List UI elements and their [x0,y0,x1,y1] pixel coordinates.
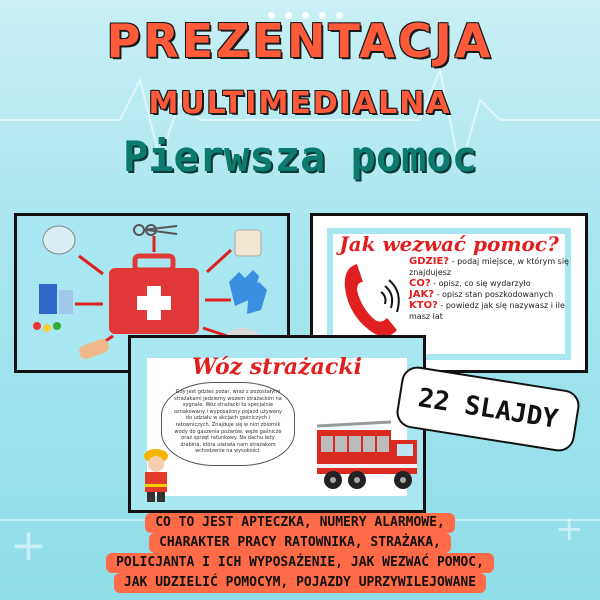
plaster-icon [78,337,111,360]
gloves-icon [229,270,267,314]
topics-line: JAK UDZIELIĆ POMOCYM, POJAZDY UPRZYWILEJOWANE [114,573,486,593]
svg-text:+: + [10,520,47,571]
title-pierwsza-pomoc: Pierwsza pomoc [122,132,477,181]
topics-line: POLICJANTA I ICH WYPOSAŻENIE, JAK WEZWAĆ POMOC, [106,553,494,573]
call-help-list [409,256,569,322]
topics-line: CO TO JEST APTECZKA, NUMERY ALARMOWE, [145,513,455,533]
bandage-roll-icon [235,230,261,256]
call-help-item: JAK? - opisz stan poszkodowanych [409,289,554,300]
medicine-bottles-icon [33,284,73,332]
call-help-item: GDZIE? - podaj miejsce, w którym się znajdujesz [409,256,569,277]
slide-title: Jak wezwać pomoc? [339,232,559,256]
slide-count-badge: 22 SLAJDY [394,364,581,453]
topics-line: CHARAKTER PRACY RATOWNIKA, STRAŻAKA, [149,533,451,553]
call-help-item: KTO? - powiedz jak się nazywasz i ile masz lat [409,300,565,321]
call-help-item: CO? - opisz, co się wydarzyło [409,278,531,289]
title-prezentacja: PREZENTACJA [106,14,494,68]
topics-list [40,513,560,593]
svg-text:+: + [555,509,584,549]
oxygen-mask-icon [43,226,75,254]
slide-title: Wóz strażacki [192,354,362,380]
slide-fire-truck [128,335,426,513]
speech-bubble: Gdy jest gdzieś pożar, wraz z pozostałymi strażakami jedziemy wozem strażackim na sygnale. Wóz strażacki to specjalnie oznakowany i wyposażony pojazd używany do udziału w akcjach gaśniczych i ratowniczych. Znajduje się w nim zbiornik wody do gaszenia pożarów, węże gaśnicze oraz sprzęt ratunkowy. Na dachu leży drabina, która ułatwia nam strażakom wchodzenie na wysokości. [161,382,295,466]
phone-icon [337,256,407,346]
scissors-icon [134,225,177,235]
firefighter-icon [141,448,171,504]
fire-truck-icon [313,416,423,500]
title-multimedialna: MULTIMEDIALNA [148,86,452,121]
